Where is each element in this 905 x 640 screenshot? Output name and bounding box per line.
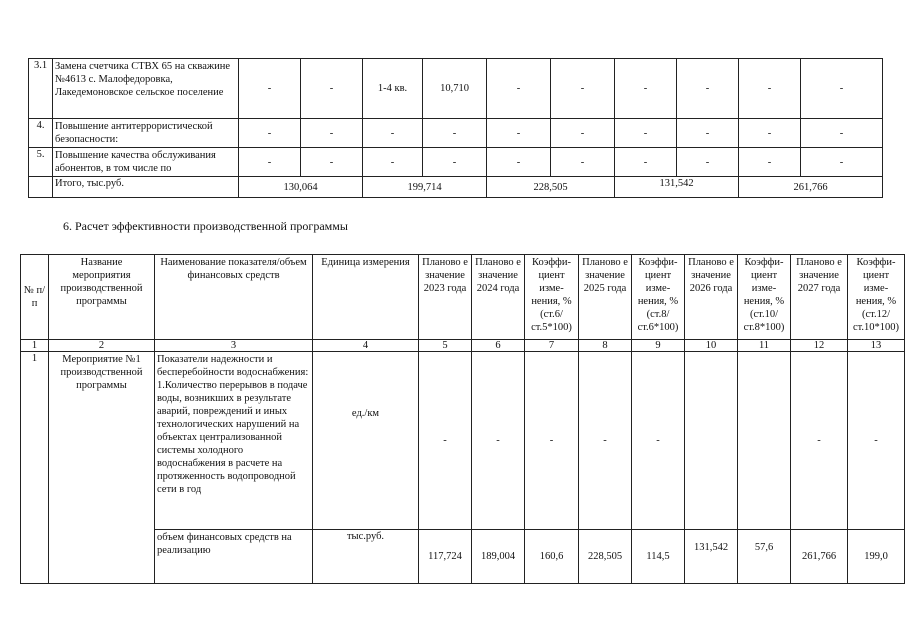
row-number: 3.1	[29, 59, 53, 119]
cell: -	[301, 119, 363, 148]
header-coef-13: Коэффи- циент изме- нения, % (ст.12/ ст.10*100)	[848, 255, 905, 340]
cell: -	[419, 352, 472, 530]
header-row	[21, 255, 905, 340]
total-value: 261,766	[739, 177, 883, 198]
row-name: Замена счетчика СТВХ 65 на скважине №4613 с. Малофедоровка, Лакедемоновское сельское поселение	[53, 59, 239, 119]
row-name: Повышение антитеррористической безопасности:	[53, 119, 239, 148]
total-row	[29, 177, 883, 198]
row-number: 5.	[29, 148, 53, 177]
cell	[685, 352, 738, 530]
table-row	[29, 119, 883, 148]
col-number: 2	[49, 340, 155, 352]
header-indicator: Наименование показателя/объем финансовых средств	[155, 255, 313, 340]
header-coef-11: Коэффи- циент изме- нения, % (ст.10/ ст.8*100)	[738, 255, 791, 340]
cell: -	[301, 59, 363, 119]
indicator-text: Показатели надежности и бесперебойности водоснабжения: 1.Количество перерывов в подаче воды, возникших в результате аварий, повреждений и иных технологических нарушений на объектах централизованной системы холодного водоснабжения в расчете на протяженность водопроводной сети в год	[155, 352, 313, 530]
cell: -	[551, 148, 615, 177]
col-number: 13	[848, 340, 905, 352]
cell: -	[677, 119, 739, 148]
cell: 199,0	[848, 530, 905, 584]
cell: -	[739, 148, 801, 177]
cell: -	[239, 119, 301, 148]
cell: 117,724	[419, 530, 472, 584]
header-name: Название мероприятия производственной программы	[49, 255, 155, 340]
table-row	[29, 59, 883, 119]
col-number: 5	[419, 340, 472, 352]
cell: -	[801, 148, 883, 177]
cell: -	[801, 59, 883, 119]
header-2023: Планово е значение 2023 года	[419, 255, 472, 340]
col-number: 7	[525, 340, 579, 352]
col-number: 4	[313, 340, 419, 352]
cell: -	[525, 352, 579, 530]
cell: 131,542	[685, 530, 738, 584]
header-num: № п/п	[21, 255, 49, 340]
cell: -	[801, 119, 883, 148]
cell: -	[551, 59, 615, 119]
cell: 189,004	[472, 530, 525, 584]
cell: -	[301, 148, 363, 177]
cell: -	[239, 148, 301, 177]
cell: -	[677, 148, 739, 177]
cell: -	[791, 352, 848, 530]
col-number: 10	[685, 340, 738, 352]
row-number: 1	[21, 352, 49, 584]
top-table	[28, 58, 883, 198]
cell: 10,710	[423, 59, 487, 119]
cell: -	[423, 119, 487, 148]
cell: -	[615, 59, 677, 119]
table-row	[29, 148, 883, 177]
col-number: 12	[791, 340, 848, 352]
cell: -	[739, 59, 801, 119]
total-value: 130,064	[239, 177, 363, 198]
col-number: 3	[155, 340, 313, 352]
col-number: 1	[21, 340, 49, 352]
cell: 1-4 кв.	[363, 59, 423, 119]
section-heading: 6. Расчет эффективности производственной программы	[63, 219, 348, 233]
header-coef-9: Коэффи- циент изме- нения, % (ст.8/ ст.6*100)	[632, 255, 685, 340]
col-number: 9	[632, 340, 685, 352]
header-2025: Планово е значение 2025 года	[579, 255, 632, 340]
cell: -	[239, 59, 301, 119]
col-number: 6	[472, 340, 525, 352]
cell	[738, 352, 791, 530]
total-value: 228,505	[487, 177, 615, 198]
cell: 160,6	[525, 530, 579, 584]
cell: -	[363, 119, 423, 148]
cell: -	[472, 352, 525, 530]
total-value: 131,542	[615, 177, 739, 198]
table-row	[21, 352, 905, 530]
header-unit: Единица измерения	[313, 255, 419, 340]
total-value: 199,714	[363, 177, 487, 198]
cell: -	[363, 148, 423, 177]
indicator-text: объем финансовых средств на реализацию	[155, 530, 313, 584]
cell: -	[615, 148, 677, 177]
header-coef-7: Коэффи- циент изме- нения, % (ст.6/ ст.5*100)	[525, 255, 579, 340]
cell: -	[579, 352, 632, 530]
cell: -	[487, 148, 551, 177]
row-name: Повышение качества обслуживания абонентов, в том числе по	[53, 148, 239, 177]
column-number-row	[21, 340, 905, 352]
header-2026: Планово е значение 2026 года	[685, 255, 738, 340]
cell: -	[677, 59, 739, 119]
col-number: 8	[579, 340, 632, 352]
cell: -	[632, 352, 685, 530]
total-label: Итого, тыс.руб.	[53, 177, 239, 198]
unit: тыс.руб.	[313, 530, 419, 584]
cell: 57,6	[738, 530, 791, 584]
measure-name: Мероприятие №1 производственной программы	[49, 352, 155, 584]
cell: -	[551, 119, 615, 148]
col-number: 11	[738, 340, 791, 352]
cell: 228,505	[579, 530, 632, 584]
header-2024: Планово е значение 2024 года	[472, 255, 525, 340]
cell: 114,5	[632, 530, 685, 584]
efficiency-table	[20, 254, 905, 584]
cell: -	[739, 119, 801, 148]
cell: -	[848, 352, 905, 530]
cell: 261,766	[791, 530, 848, 584]
header-2027: Планово е значение 2027 года	[791, 255, 848, 340]
cell: -	[423, 148, 487, 177]
cell: -	[487, 59, 551, 119]
row-number: 4.	[29, 119, 53, 148]
cell: -	[487, 119, 551, 148]
unit: ед./км	[313, 352, 419, 530]
cell: -	[615, 119, 677, 148]
